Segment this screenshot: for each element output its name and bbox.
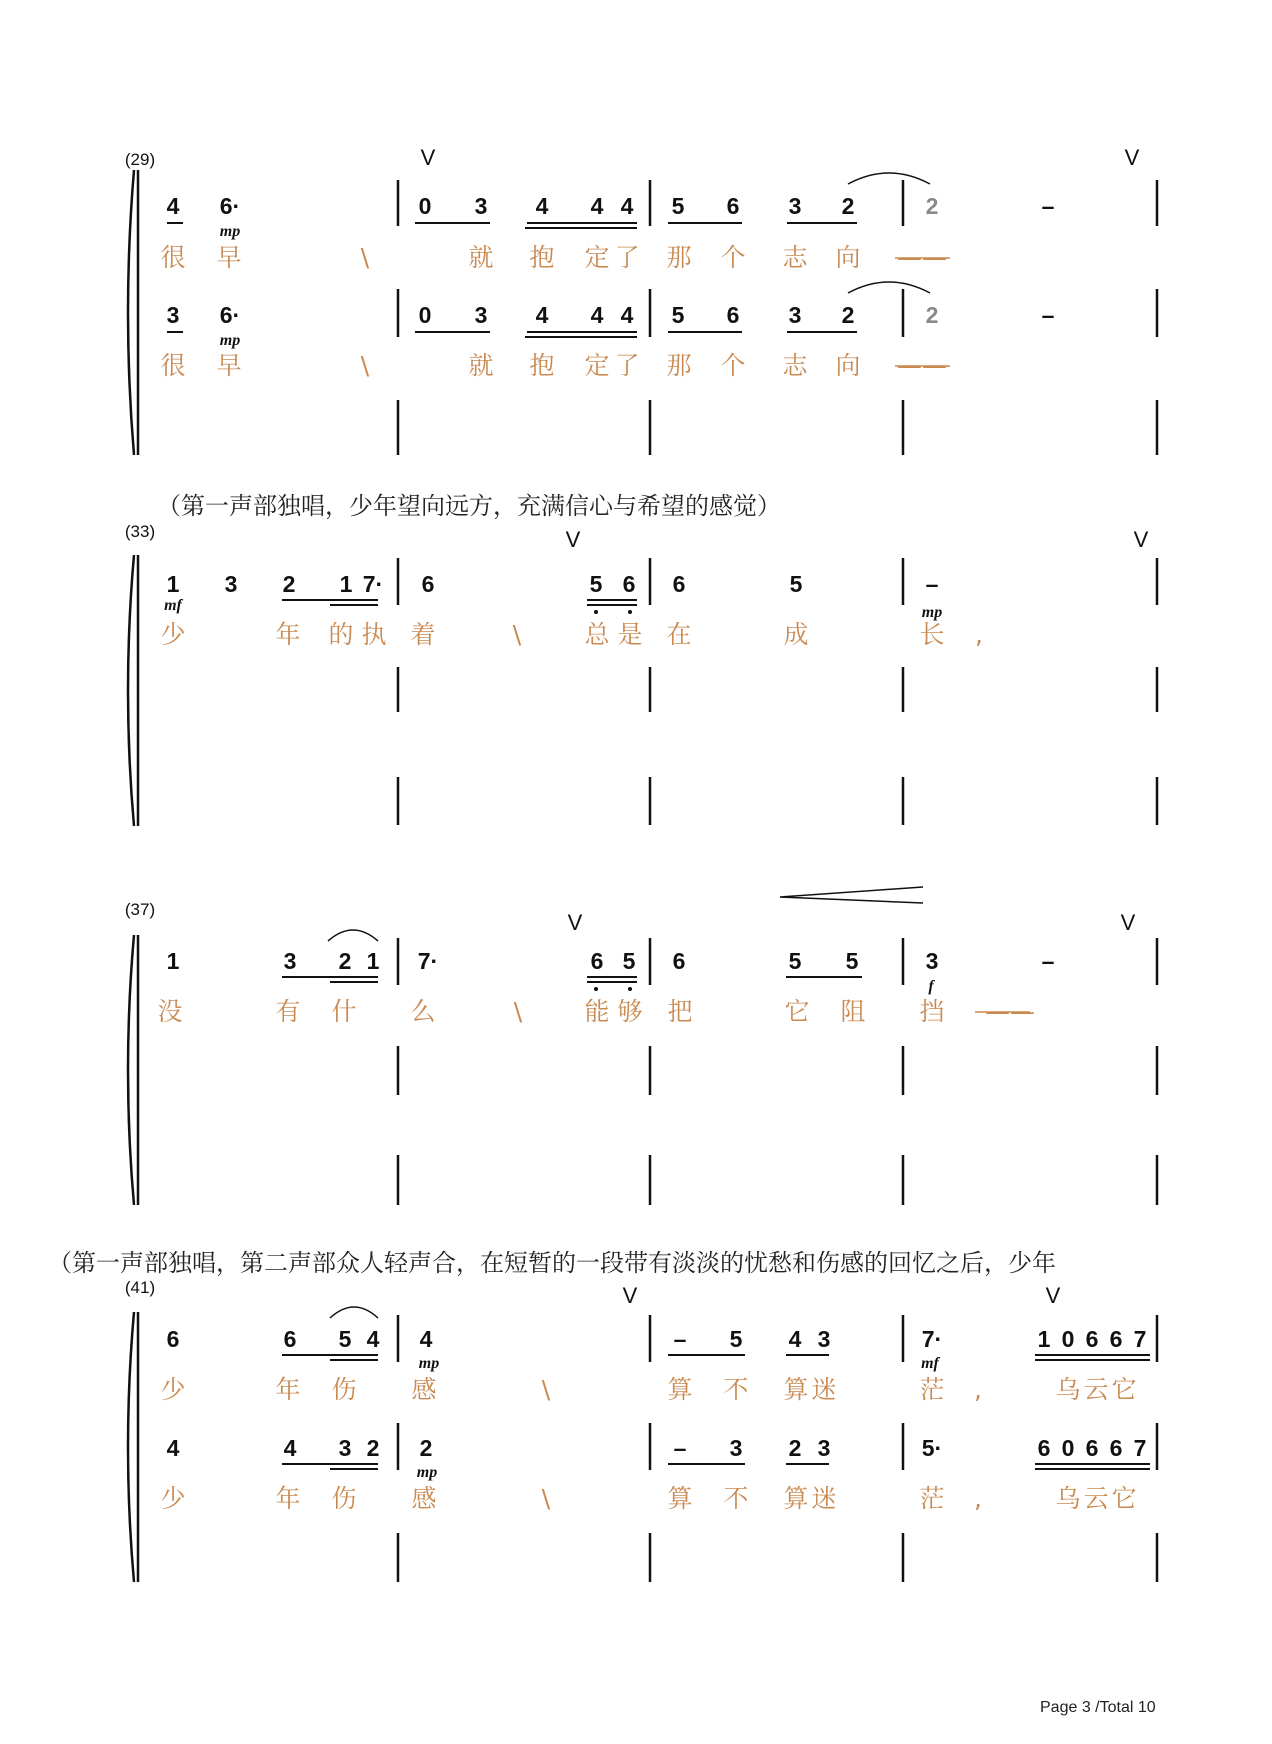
- lyric-char: 感: [411, 1375, 437, 1404]
- jianpu-note: 6: [622, 571, 636, 597]
- lyric-char: 向: [835, 351, 861, 380]
- lyric-char: 少: [160, 1484, 186, 1513]
- lyric-char: 就: [468, 351, 494, 380]
- slur: [848, 282, 930, 293]
- lyric-char: 挡: [919, 997, 945, 1026]
- lyric-char: 抱: [529, 243, 555, 272]
- jianpu-note: 4: [535, 193, 549, 219]
- jianpu-note: 6: [590, 948, 604, 974]
- jianpu-note: 3: [283, 948, 297, 974]
- jianpu-note: 3: [788, 302, 802, 328]
- lyric-char: 云: [1083, 1375, 1109, 1404]
- lyric-char: 么: [410, 997, 436, 1026]
- jianpu-note: 3: [338, 1435, 352, 1461]
- slurs: [328, 173, 930, 1318]
- jianpu-note: 6: [1109, 1326, 1123, 1352]
- jianpu-note: 4: [620, 193, 634, 219]
- lyric-char: 在: [666, 620, 692, 649]
- jianpu-note: 5: [589, 571, 603, 597]
- lyric-char: 年: [275, 1375, 301, 1404]
- lyric-char: 了: [614, 243, 640, 272]
- lyric-char: 算: [667, 1375, 693, 1404]
- lyric-char: 能: [584, 997, 610, 1026]
- lyric-char: \: [360, 243, 370, 272]
- lyric-char: 的: [328, 620, 354, 649]
- lyric-char: 定: [584, 243, 610, 272]
- jianpu-note: 4: [788, 1326, 802, 1352]
- jianpu-note: –: [673, 1435, 687, 1461]
- jianpu-note: 6: [726, 302, 740, 328]
- jianpu-note: 6·: [219, 302, 241, 328]
- lyric-char: 着: [410, 620, 436, 649]
- jianpu-note: 7·: [921, 1326, 943, 1352]
- jianpu-note: 7: [1133, 1435, 1147, 1461]
- lyric-char: 乌: [1055, 1375, 1081, 1404]
- beam-lines: [167, 223, 1150, 1469]
- lyric-char: 它: [1111, 1375, 1137, 1404]
- lyric-char: 就: [468, 243, 494, 272]
- page-footer: Page 3 /Total 10: [1040, 1699, 1156, 1716]
- dynamic-mark: mp: [416, 1464, 438, 1481]
- lyric-char: 执: [361, 620, 387, 649]
- slur: [848, 173, 930, 184]
- jianpu-note: 4: [535, 302, 549, 328]
- lyric-char: 是: [617, 620, 643, 649]
- jianpu-note: 7: [1133, 1326, 1147, 1352]
- lyric-char: \: [512, 620, 522, 649]
- slur: [328, 930, 378, 941]
- lyric-char: 没: [157, 997, 183, 1026]
- lyric-char: 向: [835, 243, 861, 272]
- jianpu-note: 7·: [362, 571, 384, 597]
- lyric-char: 把: [667, 997, 693, 1026]
- lyric-char: 感: [411, 1484, 437, 1513]
- jianpu-note: 0: [1061, 1435, 1075, 1461]
- jianpu-note: 1: [339, 571, 353, 597]
- lyric-char: 了: [614, 351, 640, 380]
- lyric-char: 志: [782, 351, 808, 380]
- jianpu-note: 3: [729, 1435, 743, 1461]
- lyric-char: 什: [331, 997, 357, 1026]
- jianpu-note: 6: [672, 571, 686, 597]
- lyric-char: 伤: [331, 1484, 357, 1513]
- performance-instruction: （第一声部独唱，少年望向远方，充满信心与希望的感觉）: [157, 492, 781, 520]
- lyric-char: 那: [666, 351, 692, 380]
- jianpu-note: 6: [1109, 1435, 1123, 1461]
- lyric-char: 早: [216, 243, 242, 272]
- jianpu-note: 5: [845, 948, 859, 974]
- jianpu-note: 5: [788, 948, 802, 974]
- jianpu-note: 2: [925, 302, 939, 328]
- jianpu-note: 6·: [219, 193, 241, 219]
- lyric-char: 很: [160, 243, 186, 272]
- lyric-char: 茫: [919, 1484, 945, 1513]
- lyric-char: 迷: [811, 1484, 837, 1513]
- lyric-char: ,: [974, 1375, 982, 1404]
- jianpu-note: 5: [789, 571, 803, 597]
- system-brackets: [128, 170, 138, 1582]
- lyric-char: 个: [720, 351, 746, 380]
- jianpu-note: 5: [671, 193, 685, 219]
- lyric-char: ,: [975, 620, 983, 649]
- jianpu-note: 3: [224, 571, 238, 597]
- jianpu-note: 3: [817, 1326, 831, 1352]
- jianpu-note: 1: [166, 948, 180, 974]
- system-bracket: [128, 1312, 134, 1582]
- jianpu-note: 4: [620, 302, 634, 328]
- jianpu-note: 2: [419, 1435, 433, 1461]
- lyric-char: 很: [160, 351, 186, 380]
- jianpu-note: 0: [418, 193, 432, 219]
- jianpu-note: 6: [672, 948, 686, 974]
- jianpu-note: 4: [283, 1435, 297, 1461]
- lyric-char: 伤: [331, 1375, 357, 1404]
- octave-dot: [594, 610, 598, 614]
- lyric-char: 阻: [840, 997, 866, 1026]
- jianpu-note: 3: [925, 948, 939, 974]
- lyric-char: 它: [1111, 1484, 1137, 1513]
- lyric-char: 算: [783, 1375, 809, 1404]
- jianpu-note: 3: [474, 302, 488, 328]
- jianpu-note: 0: [418, 302, 432, 328]
- measure-number: (37): [124, 900, 156, 919]
- lyric-char: \: [541, 1484, 551, 1513]
- jianpu-note: 6: [1085, 1435, 1099, 1461]
- jianpu-note: 7·: [417, 948, 439, 974]
- jianpu-note: 4: [419, 1326, 433, 1352]
- jianpu-note: 1: [366, 948, 380, 974]
- lyric-char: 少: [160, 1375, 186, 1404]
- jianpu-note: –: [1041, 193, 1055, 219]
- lyric-char: 算: [667, 1484, 693, 1513]
- jianpu-note: 2: [366, 1435, 380, 1461]
- lyric-char: 抱: [529, 351, 555, 380]
- jianpu-note: –: [1041, 302, 1055, 328]
- octave-dot: [628, 987, 632, 991]
- jianpu-note: 2: [788, 1435, 802, 1461]
- lyric-char: 长: [919, 620, 945, 649]
- breath-mark: V: [1120, 910, 1136, 935]
- lyric-char: 那: [666, 243, 692, 272]
- jianpu-note: 3: [166, 302, 180, 328]
- breath-mark: V: [1045, 1283, 1061, 1308]
- jianpu-note: 1: [166, 571, 180, 597]
- jianpu-note: 5: [671, 302, 685, 328]
- jianpu-note: 2: [282, 571, 296, 597]
- dynamic-mark: mf: [921, 1355, 939, 1372]
- dynamic-mark: mp: [418, 1355, 440, 1372]
- jianpu-note: 6: [166, 1326, 180, 1352]
- lyric-char: ——: [985, 997, 1035, 1026]
- jianpu-note: 5: [338, 1326, 352, 1352]
- slur: [330, 1307, 378, 1318]
- lyric-char: 它: [784, 997, 810, 1026]
- lyric-char: 算: [783, 1484, 809, 1513]
- score-text: [48, 145, 1156, 1716]
- jianpu-note: –: [925, 571, 939, 597]
- jianpu-note: 4: [590, 193, 604, 219]
- lyric-char: 茫: [919, 1375, 945, 1404]
- jianpu-note: 5: [729, 1326, 743, 1352]
- lyric-char: 成: [783, 620, 809, 649]
- jianpu-note: 5: [622, 948, 636, 974]
- jianpu-note: 4: [166, 1435, 180, 1461]
- lyric-char: 个: [720, 243, 746, 272]
- lyric-char: \: [513, 997, 523, 1026]
- dynamic-mark: mp: [219, 223, 241, 240]
- lyric-char: 云: [1083, 1484, 1109, 1513]
- lyric-char: 年: [275, 620, 301, 649]
- lyric-char: ——: [897, 351, 947, 380]
- barlines: [398, 180, 1157, 1582]
- lyric-char: \: [541, 1375, 551, 1404]
- jianpu-note: 2: [841, 193, 855, 219]
- breath-mark: V: [1124, 145, 1140, 170]
- jianpu-note: –: [673, 1326, 687, 1352]
- lyric-char: 迷: [811, 1375, 837, 1404]
- jianpu-note: 5·: [921, 1435, 943, 1461]
- lyric-char: 有: [275, 997, 301, 1026]
- jianpu-note: 1: [1037, 1326, 1051, 1352]
- lyric-char: \: [360, 351, 370, 380]
- system-bracket: [128, 555, 134, 826]
- system-bracket: [128, 170, 134, 455]
- jianpu-note: 3: [474, 193, 488, 219]
- lyric-char: 不: [723, 1375, 749, 1404]
- performance-instruction: （第一声部独唱，第二声部众人轻声合，在短暂的一段带有淡淡的忧愁和伤感的回忆之后，少年: [48, 1249, 1056, 1277]
- measure-number: (41): [124, 1278, 156, 1297]
- breath-mark: V: [420, 145, 436, 170]
- measure-number: (33): [124, 522, 156, 541]
- jianpu-note: 0: [1061, 1326, 1075, 1352]
- lyric-char: 定: [584, 351, 610, 380]
- measure-number: (29): [124, 150, 156, 169]
- jianpu-note: 6: [1037, 1435, 1051, 1461]
- system-bracket: [128, 935, 134, 1205]
- jianpu-note: 6: [1085, 1326, 1099, 1352]
- breath-mark: V: [622, 1283, 638, 1308]
- jianpu-note: 4: [166, 193, 180, 219]
- jianpu-note: –: [1041, 948, 1055, 974]
- lyric-char: 志: [782, 243, 808, 272]
- lyric-char: 总: [584, 620, 610, 649]
- crescendo-hairpin: [780, 887, 923, 903]
- jianpu-note: 2: [841, 302, 855, 328]
- lyric-char: ——: [897, 243, 947, 272]
- lyric-char: 早: [216, 351, 242, 380]
- dynamic-mark: f: [928, 978, 934, 995]
- dynamic-mark: mp: [219, 332, 241, 349]
- lyric-char: 不: [723, 1484, 749, 1513]
- lyric-char: 够: [617, 997, 643, 1026]
- lyric-char: ,: [974, 1484, 982, 1513]
- lyric-char: 少: [160, 620, 186, 649]
- dynamic-mark: mp: [921, 604, 943, 621]
- jianpu-note: 2: [925, 193, 939, 219]
- jianpu-note: 6: [726, 193, 740, 219]
- jianpu-note: 4: [590, 302, 604, 328]
- jianpu-note: 3: [788, 193, 802, 219]
- octave-dot: [628, 610, 632, 614]
- breath-mark: V: [565, 527, 581, 552]
- breath-mark: V: [1133, 527, 1149, 552]
- jianpu-note: 3: [817, 1435, 831, 1461]
- octave-dot: [594, 987, 598, 991]
- jianpu-note: 6: [283, 1326, 297, 1352]
- lyric-char: 年: [275, 1484, 301, 1513]
- jianpu-note: 2: [338, 948, 352, 974]
- lyric-char: 乌: [1055, 1484, 1081, 1513]
- jianpu-note: 4: [366, 1326, 380, 1352]
- breath-mark: V: [567, 910, 583, 935]
- dynamic-mark: mf: [164, 597, 182, 614]
- jianpu-note: 6: [421, 571, 435, 597]
